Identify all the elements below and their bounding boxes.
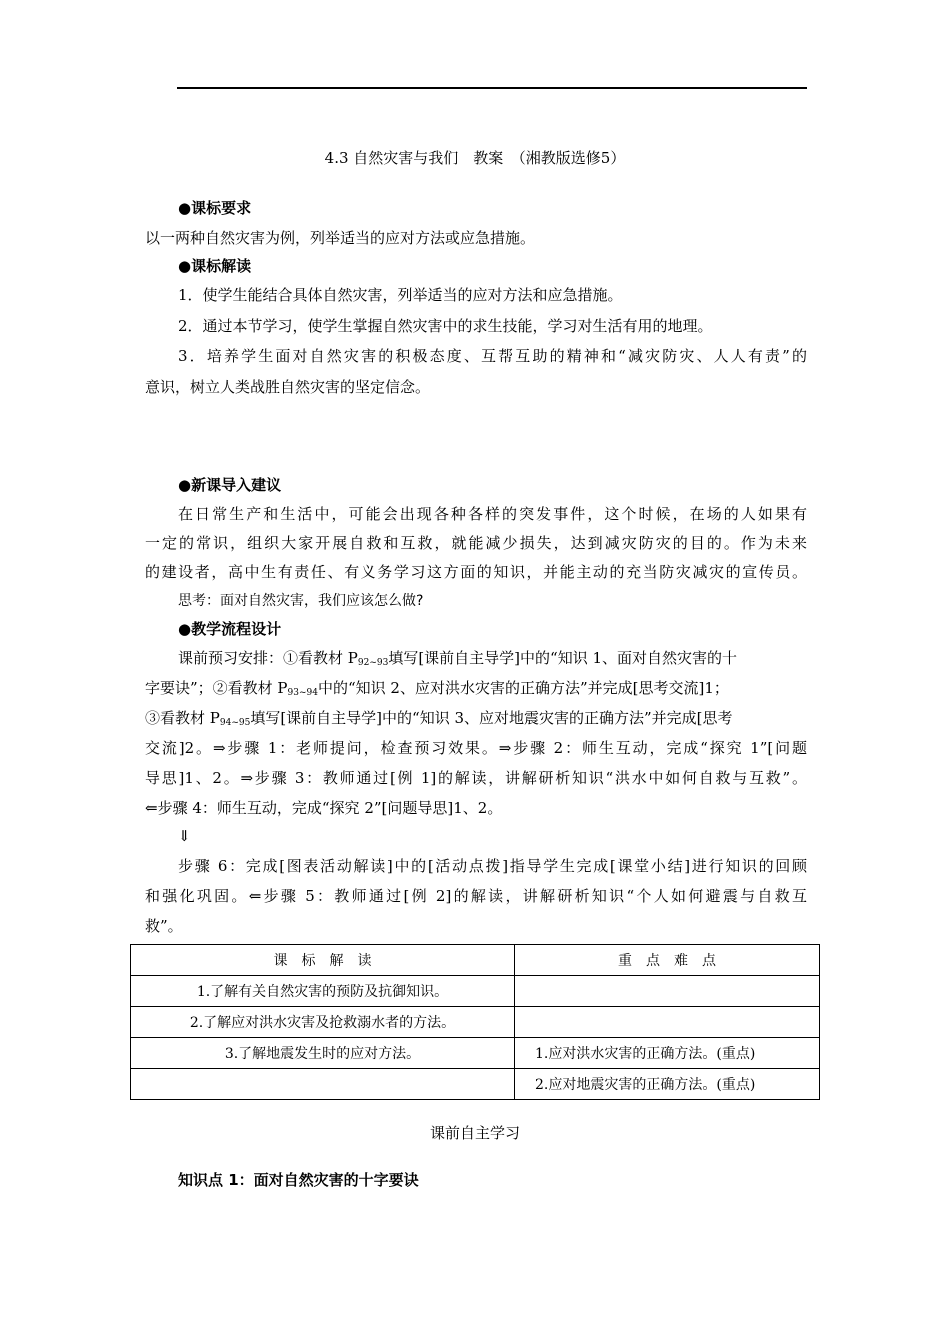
flow-line-1 <box>178 648 807 668</box>
flow-line-2-b: 中的“知识 2、应对洪水灾害的正确方法”并完成[思考交流]1； <box>317 679 729 697</box>
intro-line-1: 在日常生产和生活中，可能会出现各种各样的突发事件，这个时候，在场的人如果有 <box>178 505 807 523</box>
flow-step6-line-3: 救”。 <box>145 917 183 935</box>
flow-step6-line-2: 和强化巩固。⇐步骤 5：教师通过[例 2]的解读，讲解研析知识“个人如何避震与自救互 <box>145 887 807 905</box>
table-cell <box>131 1069 515 1100</box>
knowledge-point-heading: 知识点 1：面对自然灾害的十字要诀 <box>178 1171 419 1189</box>
flow-line-1-pages: 92~93 <box>357 658 389 668</box>
section-heading-curriculum-requirements: ●课标要求 <box>178 199 252 217</box>
interpretation-item-3-cont: 意识，树立人类战胜自然灾害的坚定信念。 <box>145 378 431 396</box>
interpretation-item-2: 2．通过本节学习，使学生掌握自然灾害中的求生技能，学习对生活有用的地理。 <box>178 317 713 335</box>
intro-line-2: 一定的常识，组织大家开展自救和互救，就能减少损失，达到减灾防灾的目的。作为未来 <box>145 534 807 552</box>
table-cell: 1.应对洪水灾害的正确方法。(重点) <box>515 1038 820 1069</box>
document-title: 4.3 自然灾害与我们 教案 （湘教版选修5） <box>324 149 626 167</box>
flow-line-3-a: ③看教材 P <box>145 709 220 727</box>
table-cell: 1.了解有关自然灾害的预防及抗御知识。 <box>131 976 515 1007</box>
interpretation-item-1: 1．使学生能结合具体自然灾害，列举适当的应对方法和应急措施。 <box>178 286 623 304</box>
table-cell: 3.了解地震发生时的应对方法。 <box>131 1038 515 1069</box>
table-cell <box>515 976 820 1007</box>
section-title-pre-class-study: 课前自主学习 <box>429 1124 520 1142</box>
flow-line-6: ⇐步骤 4：师生互动，完成“探究 2”[问题导思]1、2。 <box>145 799 503 817</box>
header-rule <box>177 87 807 89</box>
flow-line-1-a: 课前预习安排：①看教材 P <box>178 649 358 667</box>
flow-step6-line-1: 步骤 6：完成[图表活动解读]中的[活动点拨]指导学生完成[课堂小结]进行知识的回顾 <box>178 857 807 875</box>
table-cell <box>515 1007 820 1038</box>
table-row <box>131 1007 820 1038</box>
flow-line-2-a: 字要诀”；②看教材 P <box>145 679 288 697</box>
flow-line-2-pages: 93~94 <box>287 688 318 698</box>
section-heading-teaching-flow: ●教学流程设计 <box>178 620 282 638</box>
objectives-table <box>130 944 820 1100</box>
table-row <box>131 976 820 1007</box>
section-heading-lesson-intro: ●新课导入建议 <box>178 476 282 494</box>
flow-line-3-b: 填写[课前自主导学]中的“知识 3、应对地震灾害的正确方法”并完成[思考 <box>250 709 733 727</box>
section-heading-curriculum-interpretation: ●课标解读 <box>178 257 252 275</box>
intro-line-3: 的建设者，高中生有责任、有义务学习这方面的知识，并能主动的充当防灾减灾的宣传员。 <box>145 563 807 581</box>
intro-think-question: 思考：面对自然灾害，我们应该怎么做? <box>178 593 424 609</box>
table-cell: 2.了解应对洪水灾害及抢救溺水者的方法。 <box>131 1007 515 1038</box>
table-header-row <box>131 945 820 976</box>
flow-line-2 <box>145 678 807 698</box>
flow-down-arrow: ⇓ <box>178 827 191 845</box>
table-cell: 2.应对地震灾害的正确方法。(重点) <box>515 1069 820 1100</box>
interpretation-item-3: 3．培养学生面对自然灾害的积极态度、互帮互助的精神和“减灾防灾、人人有责”的 <box>178 347 807 365</box>
table-header-cell: 重 点 难 点 <box>515 945 820 976</box>
flow-line-3-pages: 94~95 <box>219 718 251 728</box>
table-header-cell: 课 标 解 读 <box>131 945 515 976</box>
table-row <box>131 1038 820 1069</box>
curriculum-requirements-text: 以一两种自然灾害为例，列举适当的应对方法或应急措施。 <box>145 229 536 247</box>
flow-line-4: 交流]2。⇒步骤 1：老师提问，检查预习效果。⇒步骤 2：师生互动，完成“探究 1”[问题 <box>145 739 807 757</box>
table-row <box>131 1069 820 1100</box>
flow-line-1-b: 填写[课前自主导学]中的“知识 1、面对自然灾害的十 <box>388 649 738 667</box>
flow-line-3 <box>145 708 807 728</box>
flow-line-5: 导思]1、2。⇒步骤 3：教师通过[例 1]的解读，讲解研析知识“洪水中如何自救与互救”。 <box>145 769 807 787</box>
